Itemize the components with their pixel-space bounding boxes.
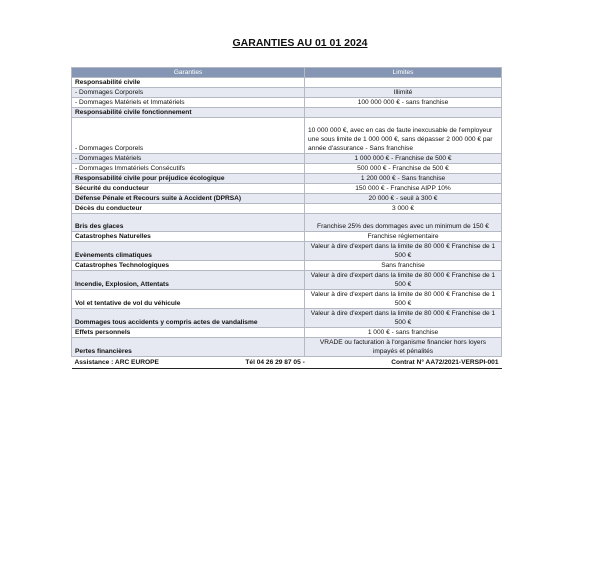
guarantees-table [71, 67, 502, 369]
guarantee-label: Responsabilité civile fonctionnement [72, 108, 305, 118]
table-row [72, 290, 502, 309]
guarantee-label: Evènements climatiques [72, 242, 305, 261]
guarantee-limit: VRADE ou facturation à l'organisme financier hors loyers impayés et pénalités [305, 338, 502, 357]
guarantee-limit: 1 000 000 € - Franchise de 500 € [305, 154, 502, 164]
table-row [72, 194, 502, 204]
table-row [72, 214, 502, 232]
guarantee-limit: Valeur à dire d'expert dans la limite de 80 000 € Franchise de 1 500 € [305, 271, 502, 290]
table-row [72, 309, 502, 328]
guarantee-label: Catastrophes Naturelles [72, 232, 305, 242]
table-row [72, 338, 502, 357]
guarantee-limit [305, 78, 502, 88]
table-row [72, 88, 502, 98]
header-garanties: Garanties [72, 68, 305, 78]
table-row [72, 271, 502, 290]
table-row [72, 328, 502, 338]
guarantee-label: Responsabilité civile pour préjudice écologique [72, 174, 305, 184]
guarantee-limit: Valeur à dire d'expert dans la limite de 80 000 € Franchise de 1 500 € [305, 290, 502, 309]
footer-cell [72, 357, 502, 369]
table-row [72, 174, 502, 184]
guarantee-limit: Valeur à dire d'expert dans la limite de 80 000 € Franchise de 1 500 € [305, 242, 502, 261]
guarantee-label: Responsabilité civile [72, 78, 305, 88]
table-row [72, 154, 502, 164]
table-row [72, 184, 502, 194]
guarantee-limit: 1 000 € - sans franchise [305, 328, 502, 338]
table-row [72, 261, 502, 271]
table-row [72, 98, 502, 108]
guarantee-label: - Dommages Immatériels Consécutifs [72, 164, 305, 174]
table-row [72, 118, 502, 154]
guarantee-label: - Dommages Corporels [72, 118, 305, 154]
guarantee-limit: Franchise réglementaire [305, 232, 502, 242]
phone-label: Tél 04 26 29 87 05 - [245, 359, 305, 366]
guarantee-limit: 1 200 000 € - Sans franchise [305, 174, 502, 184]
guarantee-limit: 100 000 000 € - sans franchise [305, 98, 502, 108]
guarantee-label: - Dommages Matériels [72, 154, 305, 164]
guarantee-label: Sécurité du conducteur [72, 184, 305, 194]
contract-label: Contrat N° AA72/2021-VERSPI-001 [391, 359, 499, 366]
table-row [72, 204, 502, 214]
document-title: GARANTIES AU 01 01 2024 [232, 37, 368, 49]
guarantee-label: - Dommages Corporels [72, 88, 305, 98]
guarantee-limit: Illimité [305, 88, 502, 98]
guarantee-label: Pertes financières [72, 338, 305, 357]
guarantee-label: Défense Pénale et Recours suite à Accident (DPRSA) [72, 194, 305, 204]
guarantee-limit: 500 000 € - Franchise de 500 € [305, 164, 502, 174]
guarantee-limit: Valeur à dire d'expert dans la limite de 80 000 € Franchise de 1 500 € [305, 309, 502, 328]
guarantee-label: Incendie, Explosion, Attentats [72, 271, 305, 290]
footer-row [72, 357, 502, 369]
guarantee-limit: 3 000 € [305, 204, 502, 214]
assistance-label: Assistance : ARC EUROPE [74, 359, 159, 366]
guarantee-label: Effets personnels [72, 328, 305, 338]
header-limites: Limites [305, 68, 502, 78]
guarantee-label: - Dommages Matériels et Immatériels [72, 98, 305, 108]
guarantee-label: Vol et tentative de vol du véhicule [72, 290, 305, 309]
guarantee-label: Bris des glaces [72, 214, 305, 232]
table-body [72, 78, 502, 357]
table-header-row [72, 68, 502, 78]
guarantee-limit: 20 000 € - seuil à 300 € [305, 194, 502, 204]
guarantee-label: Catastrophes Technologiques [72, 261, 305, 271]
guarantee-limit: Sans franchise [305, 261, 502, 271]
guarantee-limit: 10 000 000 €, avec en cas de faute inexcusable de l'employeur une sous limite de 1 000 000 €, sans dépasser 2 000 000 € par année d'assurance - Sans franchise [305, 118, 502, 154]
table-row [72, 242, 502, 261]
table-row [72, 78, 502, 88]
guarantee-limit: Franchise 25% des dommages avec un minimum de 150 € [305, 214, 502, 232]
guarantee-label: Dommages tous accidents y compris actes de vandalisme [72, 309, 305, 328]
guarantee-limit [305, 108, 502, 118]
guarantee-limit: 150 000 € - Franchise AIPP 10% [305, 184, 502, 194]
table-row [72, 232, 502, 242]
table-row [72, 164, 502, 174]
guarantee-label: Décès du conducteur [72, 204, 305, 214]
table-row [72, 108, 502, 118]
